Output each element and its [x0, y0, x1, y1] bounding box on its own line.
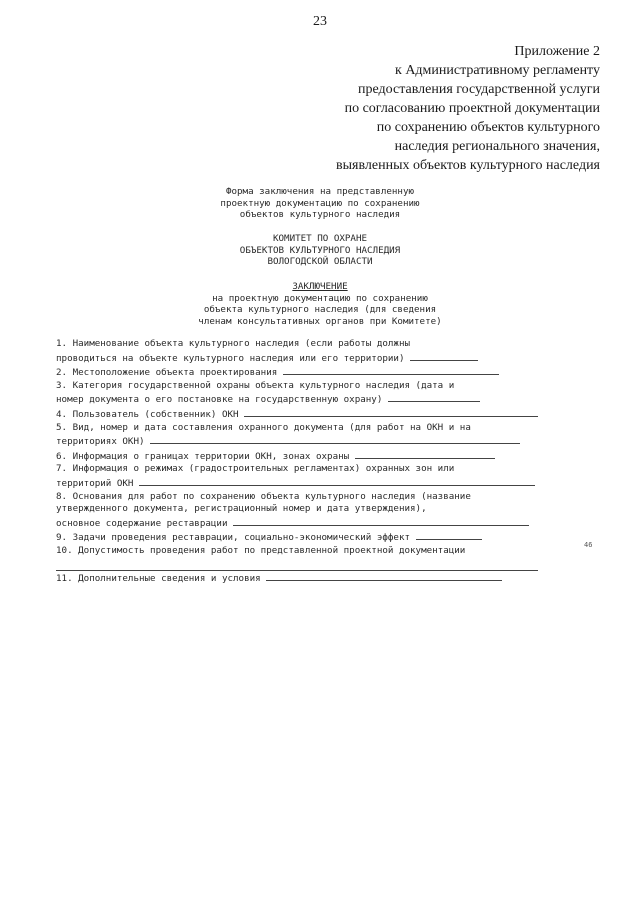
appendix-line: по согласованию проектной документации [344, 101, 600, 116]
committee-line: ОБЪЕКТОВ КУЛЬТУРНОГО НАСЛЕДИЯ [239, 244, 401, 256]
committee-line: КОМИТЕТ ПО ОХРАНЕ [272, 233, 368, 244]
item-line: 11. Дополнительные сведения и условия [56, 571, 538, 586]
item-line: утвержденного документа, регистрационный номер и дата утверждения), [56, 503, 427, 515]
item-line: проводиться на объекте культурного наследия или его территории) [56, 351, 538, 366]
form-caption-line: Форма заключения на представленную [225, 186, 415, 197]
stray-mark: 46 [584, 541, 593, 549]
item-line: 3. Категория государственной охраны объекта культурного наследия (дата и [56, 379, 455, 391]
blank-field[interactable] [355, 449, 495, 459]
committee-heading [0, 233, 640, 268]
blank-field[interactable] [233, 516, 529, 526]
conclusion-title: ЗАКЛЮЧЕНИЕ [292, 281, 348, 292]
appendix-line: к Административному регламенту [395, 63, 600, 78]
appendix-line: наследия регионального значения, [394, 139, 600, 154]
form-items [56, 338, 538, 585]
conclusion-line: членам консультативных органов при Комитете) [198, 315, 442, 327]
blank-field[interactable] [266, 571, 502, 581]
conclusion-line: объекта культурного наследия (для сведения [203, 304, 437, 315]
item-line: 5. Вид, номер и дата составления охранного документа (для работ на ОКН и на [56, 421, 471, 433]
form-caption [0, 186, 640, 221]
item-line: 4. Пользователь (собственник) ОКН [56, 407, 538, 422]
blank-field[interactable] [150, 434, 520, 444]
item-line: 8. Основания для работ по сохранению объекта культурного наследия (название [56, 490, 471, 502]
appendix-line: предоставления государственной услуги [358, 82, 600, 97]
item-line: основное содержание реставрации [56, 516, 538, 531]
committee-line: ВОЛОГОДСКОЙ ОБЛАСТИ [267, 256, 373, 267]
item-line: 9. Задачи проведения реставрации, социально-экономический эффект [56, 530, 538, 545]
item-line: 6. Информация о границах территории ОКН, зонах охраны [56, 449, 538, 464]
blank-field[interactable] [56, 558, 538, 571]
blank-field[interactable] [388, 392, 480, 402]
appendix-line: выявленных объектов культурного наследия [336, 158, 600, 173]
conclusion-line: на проектную документацию по сохранению [212, 292, 428, 304]
appendix-line: Приложение 2 [514, 44, 600, 59]
appendix-line: по сохранению объектов культурного [376, 120, 600, 135]
item-line: 10. Допустимость проведения работ по представленной проектной документации [56, 544, 466, 556]
item-line: номер документа о его постановке на государственную охрану) [56, 392, 538, 407]
page-number: 23 [313, 14, 327, 29]
appendix-header [240, 42, 600, 175]
item-line: 7. Информация о режимах (градостроительных регламентах) охранных зон или [56, 463, 455, 475]
blank-field[interactable] [416, 530, 482, 540]
item-line: 2. Местоположение объекта проектирования [56, 365, 538, 380]
item-line: территорий ОКН [56, 476, 538, 491]
form-caption-line: проектную документацию по сохранению [220, 197, 420, 209]
blank-field[interactable] [283, 365, 499, 375]
blank-field[interactable] [139, 476, 535, 486]
form-caption-line: объектов культурного наследия [239, 209, 401, 220]
item-line: 1. Наименование объекта культурного наследия (если работы должны [56, 338, 411, 349]
blank-field[interactable] [410, 351, 478, 361]
blank-field[interactable] [244, 407, 538, 417]
item-line: территориях ОКН) [56, 434, 538, 449]
conclusion-heading [0, 281, 640, 327]
